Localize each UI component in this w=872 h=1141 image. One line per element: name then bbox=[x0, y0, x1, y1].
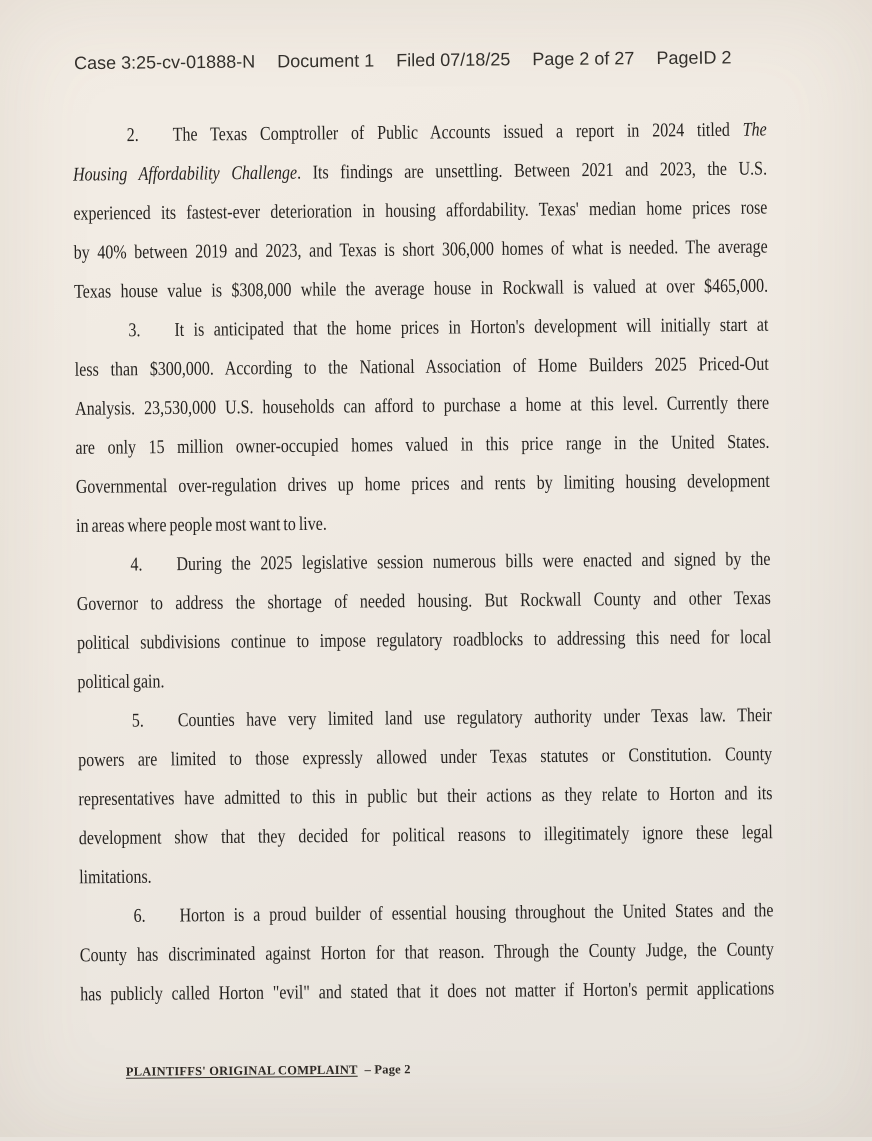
document-body bbox=[73, 111, 775, 1015]
paragraph-number: 4. bbox=[130, 555, 142, 576]
paragraph-number: 6. bbox=[133, 906, 145, 927]
text-segment: Governmental over-regulation drives up home prices and rents by limiting housing development bbox=[76, 471, 770, 498]
text-segment: development show that they decided for political reasons to illegitimately ignore these legal bbox=[79, 822, 773, 849]
paragraph-number: 3. bbox=[128, 320, 140, 341]
document-label: Document 1 bbox=[277, 51, 374, 73]
text-line bbox=[76, 501, 770, 546]
filed-date: Filed 07/18/25 bbox=[396, 49, 510, 71]
case-number: Case 3:25-cv-01888-N bbox=[74, 52, 255, 75]
text-line bbox=[75, 345, 769, 390]
text-segment: by 40% between 2019 and 2023, and Texas is short 306,000 homes of what is needed. The average bbox=[74, 237, 768, 264]
text-segment: limitations. bbox=[79, 867, 152, 888]
text-segment: Horton is a proud builder of essential housing throughout the United States and the bbox=[179, 900, 773, 926]
text-line bbox=[78, 736, 772, 781]
text-line bbox=[76, 541, 770, 586]
text-segment: political gain. bbox=[77, 671, 164, 692]
text-segment: experienced its fastest-ever deterioration in housing affordability. Texas' median home prices rose bbox=[73, 198, 767, 225]
text-line bbox=[74, 306, 768, 351]
italic-text: Housing Affordability Challenge bbox=[73, 163, 297, 186]
court-stamp-header bbox=[74, 47, 732, 74]
text-line bbox=[73, 111, 767, 156]
text-segment: less than $300,000. According to the National Association of Home Builders 2025 Priced-Out bbox=[75, 354, 769, 381]
text-segment: Governor to address the shortage of needed housing. But Rockwall County and other Texas bbox=[77, 588, 771, 615]
text-line bbox=[77, 619, 771, 664]
text-segment: During the 2025 legislative session numerous bills were enacted and signed by the bbox=[176, 549, 770, 575]
text-line bbox=[77, 658, 771, 703]
text-segment: has publicly called Horton "evil" and stated that it does not matter if Horton's permit applications bbox=[80, 978, 774, 1005]
paragraph-3 bbox=[74, 306, 770, 546]
text-line bbox=[75, 423, 769, 468]
text-segment: Counties have very limited land use regulatory authority under Texas law. Their bbox=[178, 705, 772, 731]
text-line bbox=[73, 150, 767, 195]
text-segment: are only 15 million owner-occupied homes valued in this price range in the United States. bbox=[75, 432, 769, 459]
paragraph-number: 5. bbox=[132, 711, 144, 732]
text-line bbox=[76, 462, 770, 507]
pageid-label: PageID 2 bbox=[656, 47, 731, 69]
text-line bbox=[78, 775, 772, 820]
text-line bbox=[79, 814, 773, 859]
text-segment: . Its findings are unsettling. Between 2021 and 2023, the U.S. bbox=[297, 159, 767, 184]
text-segment: County has discriminated against Horton for that reason. Through the County Judge, the County bbox=[80, 939, 774, 966]
paragraph-2 bbox=[73, 111, 769, 312]
italic-text: The bbox=[743, 120, 767, 141]
paragraph-4 bbox=[76, 541, 771, 703]
text-segment: It is anticipated that the home prices in Horton's development will initially start at bbox=[174, 315, 768, 341]
text-segment: representatives have admitted to this in public but their actions as they relate to Horton and its bbox=[78, 783, 772, 810]
paragraph-5 bbox=[78, 697, 774, 898]
document-footer bbox=[126, 1062, 411, 1079]
text-segment: Analysis. 23,530,000 U.S. households can afford to purchase a home at this level. Currently there bbox=[75, 393, 769, 420]
text-line bbox=[74, 228, 768, 273]
paragraph-6 bbox=[79, 892, 774, 1015]
text-segment: powers are limited to those expressly allowed under Texas statutes or Constitution. County bbox=[78, 744, 772, 771]
text-line bbox=[80, 970, 774, 1015]
text-segment: in areas where people most want to live. bbox=[76, 514, 327, 537]
text-line bbox=[80, 931, 774, 976]
text-line bbox=[79, 853, 773, 898]
text-segment: Texas house value is $308,000 while the average house in Rockwall is valued at over $465,000. bbox=[74, 276, 768, 303]
text-line bbox=[73, 189, 767, 234]
footer-page-number: – Page 2 bbox=[365, 1062, 411, 1076]
text-line bbox=[79, 892, 773, 937]
page-indicator: Page 2 of 27 bbox=[532, 48, 634, 70]
text-line bbox=[78, 697, 772, 742]
footer-title: PLAINTIFFS' ORIGINAL COMPLAINT bbox=[126, 1063, 358, 1079]
text-segment: The Texas Comptroller of Public Accounts issued a report in 2024 titled bbox=[173, 120, 743, 146]
text-segment: political subdivisions continue to impose regulatory roadblocks to addressing this need for local bbox=[77, 627, 771, 654]
text-line bbox=[74, 267, 768, 312]
text-line bbox=[75, 384, 769, 429]
paragraph-number: 2. bbox=[127, 125, 139, 146]
text-line bbox=[77, 580, 771, 625]
